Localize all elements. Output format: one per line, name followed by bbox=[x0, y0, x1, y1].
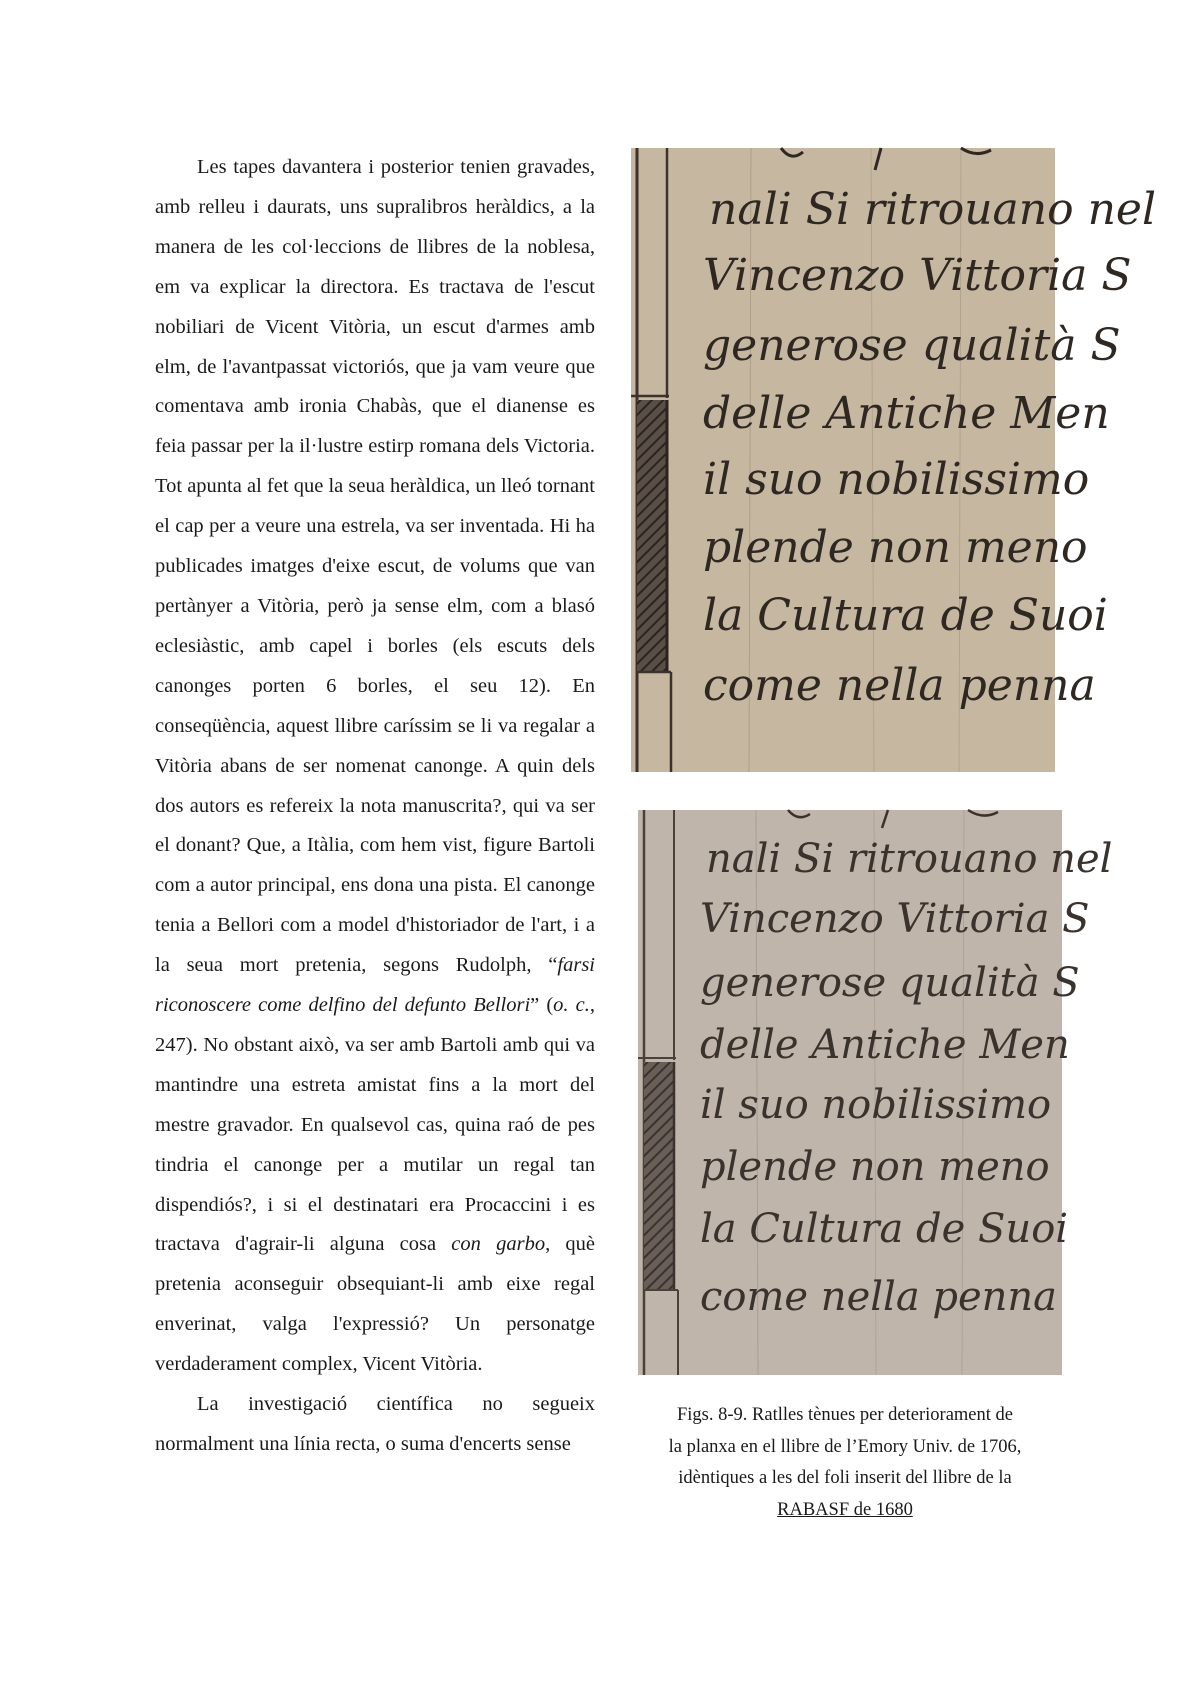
caption-line-4: RABASF de 1680 bbox=[777, 1499, 913, 1520]
figure-9-line: come nella penna bbox=[700, 1274, 1058, 1320]
figure-8-line: delle Antiche Men bbox=[703, 388, 1110, 439]
figure-9-svg bbox=[638, 810, 1113, 1375]
figure-caption bbox=[620, 1400, 1070, 1526]
figure-9-line: generose qualità S bbox=[700, 960, 1080, 1006]
figure-9-line: delle Antiche Men bbox=[700, 1022, 1070, 1068]
figure-9-line: Vincenzo Vittoria S bbox=[700, 896, 1090, 942]
figure-9-photo bbox=[638, 810, 1113, 1375]
figure-9-line: il suo nobilissimo bbox=[700, 1082, 1052, 1128]
figure-8-hatched-block bbox=[637, 400, 667, 672]
caption-line-2: la planxa en el llibre de l’Emory Univ. de 1706, bbox=[668, 1436, 1022, 1457]
figure-8-line: la Cultura de Suoi bbox=[703, 590, 1108, 641]
figure-8-svg bbox=[631, 148, 1157, 772]
figure-8-line: come nella penna bbox=[703, 660, 1096, 711]
figure-9-line: plende non meno bbox=[700, 1144, 1050, 1190]
italic-phrase: farsi riconoscere come delfino del defunto Bellori bbox=[155, 954, 595, 1017]
body-paragraph-1: Les tapes davantera i posterior tenien gravades, amb relleu i daurats, uns supralibros heràldics, a la manera de les col·leccions de llibres de la noblesa, em va explicar la directora. Es tractava de l'escut nobiliari de Vicent Vitòria, un escut d'armes amb elm, de l'avantpassat victoriós, que ja vam veure que comentava amb ironia Chabàs, que el dianense es feia passar per la il·lustre estirp romana dels Victoria. Tot apunta al fet que la seua heràldica, un lleó tornant el cap per a veure una estrela, va ser inventada. Hi ha publicades imatges d'eixe escut, de volums que van pertànyer a Vitòria, però ja sense elm, com a blasó eclesiàstic, amb capel i borles (els escuts dels canonges porten 6 borles, el seu 12). En conseqüència, aquest llibre caríssim se li va regalar a Vitòria abans de ser nomenat canonge. A quin dels dos autors es refereix la nota manuscrita?, qui va ser el donant? Que, a Itàlia, com hem vist, figure Bartoli com a autor principal, ens dona una pista. El canonge tenia a Bellori com a model d'historiador de l'art, i a la seua mort pretenia, segons Rudolph, “farsi riconoscere come delfino del defunto Bellori” (o. c., 247). No obstant això, va ser amb Bartoli amb qui va mantindre una estreta amistat fins a la mort del mestre gravador. En qualsevol cas, quina raó de pes tindria el canonge per a mutilar un regal tan dispendiós?, i si el destinatari era Procaccini i es tractava d'agrair-li alguna cosa con garbo, què pretenia aconseguir obsequiant-li amb eixe regal enverinat, valga l'expressió? Un personatge verdaderament complex, Vicent Vitòria. bbox=[155, 156, 596, 1376]
body-text-column bbox=[155, 148, 595, 1465]
body-paragraph-2: La investigació científica no segueix normalment una línia recta, o suma d'encerts sense bbox=[155, 1393, 595, 1455]
italic-phrase: o. c. bbox=[553, 994, 590, 1017]
figure-8-line: nali Si ritrouano nel bbox=[709, 184, 1157, 235]
italic-phrase: con garbo bbox=[451, 1233, 546, 1256]
figure-8-line: plende non meno bbox=[703, 522, 1088, 573]
figure-8-line: Vincenzo Vittoria S bbox=[703, 250, 1132, 301]
figure-8-photo bbox=[631, 148, 1157, 772]
figure-8-line: generose qualità S bbox=[703, 320, 1121, 371]
figure-8-line: il suo nobilissimo bbox=[703, 454, 1090, 505]
caption-line-1: Figs. 8-9. Ratlles tènues per deteriorament de bbox=[677, 1405, 1013, 1425]
caption-line-3: idèntiques a les del foli inserit del llibre de la bbox=[678, 1468, 1012, 1488]
figure-9-line: nali Si ritrouano nel bbox=[706, 836, 1113, 882]
figure-9-line: la Cultura de Suoi bbox=[700, 1206, 1069, 1252]
figure-9-hatched-block bbox=[644, 1062, 674, 1290]
